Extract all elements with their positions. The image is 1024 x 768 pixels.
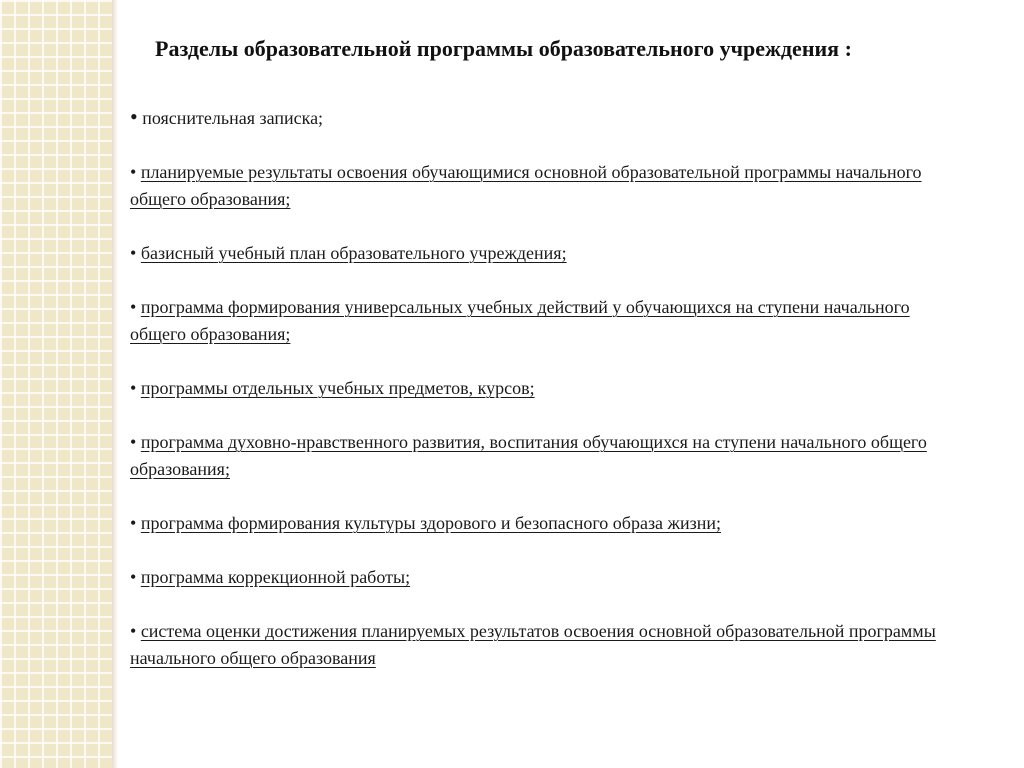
list-item <box>130 510 970 537</box>
list-item <box>130 375 970 402</box>
list-item <box>130 618 970 672</box>
bullet-icon: • <box>130 567 137 587</box>
list-item-link[interactable]: программа формирования универсальных учебных действий у обучающихся на ступени начального общего образования; <box>130 297 910 344</box>
bullet-icon: • <box>130 621 137 641</box>
bullet-icon: • <box>130 104 138 129</box>
side-panel-shadow <box>112 0 118 768</box>
list-item-link[interactable]: планируемые результаты освоения обучающимися основной образовательной программы начального общего образования; <box>130 162 922 209</box>
bullet-icon: • <box>130 162 137 182</box>
bullet-icon: • <box>130 513 137 533</box>
decorative-side-panel <box>0 0 112 768</box>
list-item <box>130 159 970 213</box>
list-item-link[interactable]: программа формирования культуры здорового и безопасного образа жизни; <box>140 513 721 533</box>
list-item <box>130 240 970 267</box>
bullet-icon: • <box>130 297 137 317</box>
list-item-link[interactable]: программы отдельных учебных предметов, курсов; <box>140 378 535 398</box>
sections-list <box>130 103 970 699</box>
list-item-link[interactable]: базисный учебный план образовательного учреждения; <box>140 243 567 263</box>
list-item-link[interactable]: система оценки достижения планируемых результатов освоения основной образовательной программы начального общего образования <box>130 621 936 668</box>
slide-title: Разделы образовательной программы образовательного учреждения : <box>155 36 852 61</box>
list-item-text: пояснительная записка; <box>142 108 324 128</box>
list-item-link[interactable]: программа коррекционной работы; <box>140 567 411 587</box>
list-item <box>130 294 970 348</box>
list-item <box>130 429 970 483</box>
bullet-icon: • <box>130 378 137 398</box>
list-item <box>130 564 970 591</box>
bullet-icon: • <box>130 432 137 452</box>
list-item <box>130 103 970 132</box>
bullet-icon: • <box>130 243 137 263</box>
list-item-link[interactable]: программа духовно-нравственного развития, воспитания обучающихся на ступени начального общего образования; <box>130 432 927 479</box>
